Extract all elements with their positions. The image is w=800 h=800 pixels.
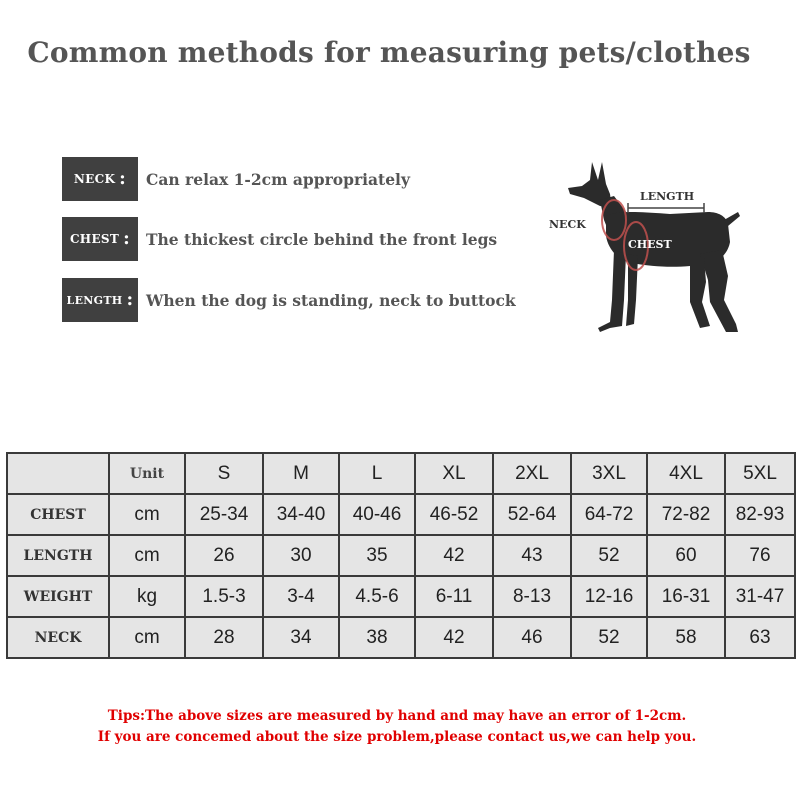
value-cell: 3-4 xyxy=(263,576,339,617)
size-header: M xyxy=(263,453,339,494)
page-title: Common methods for measuring pets/clothes xyxy=(27,36,751,69)
legend-colon: : xyxy=(126,289,134,310)
legend-description: When the dog is standing, neck to buttock xyxy=(146,290,516,310)
row-label: LENGTH xyxy=(7,535,109,576)
value-cell: 64-72 xyxy=(571,494,647,535)
dog-measurement-diagram xyxy=(540,150,770,340)
size-chart-table xyxy=(6,452,796,659)
legend-tag-chest xyxy=(62,217,138,261)
value-cell: 42 xyxy=(415,535,493,576)
table-row xyxy=(7,576,795,617)
value-cell: 76 xyxy=(725,535,795,576)
tips-note xyxy=(0,706,794,748)
chest-label: CHEST xyxy=(628,238,672,251)
value-cell: 46 xyxy=(493,617,571,658)
legend-description: The thickest circle behind the front legs xyxy=(146,229,498,249)
legend-tag-neck xyxy=(62,157,138,201)
size-header: XL xyxy=(415,453,493,494)
value-cell: 42 xyxy=(415,617,493,658)
table-corner-cell xyxy=(7,453,109,494)
unit-cell: kg xyxy=(109,576,185,617)
length-label: LENGTH xyxy=(640,190,695,203)
value-cell: 52-64 xyxy=(493,494,571,535)
value-cell: 28 xyxy=(185,617,263,658)
size-header: L xyxy=(339,453,415,494)
table-header-row xyxy=(7,453,795,494)
value-cell: 63 xyxy=(725,617,795,658)
value-cell: 30 xyxy=(263,535,339,576)
size-header: 2XL xyxy=(493,453,571,494)
value-cell: 6-11 xyxy=(415,576,493,617)
row-label: NECK xyxy=(7,617,109,658)
value-cell: 38 xyxy=(339,617,415,658)
legend-tag-label: LENGTH xyxy=(66,293,123,307)
value-cell: 72-82 xyxy=(647,494,725,535)
value-cell: 35 xyxy=(339,535,415,576)
tips-line: Tips:The above sizes are measured by hand and may have an error of 1-2cm. xyxy=(107,708,687,724)
legend-tag-label: NECK xyxy=(73,172,116,186)
table-row xyxy=(7,617,795,658)
value-cell: 1.5-3 xyxy=(185,576,263,617)
size-header: 3XL xyxy=(571,453,647,494)
legend-colon: : xyxy=(123,228,131,249)
table-row xyxy=(7,535,795,576)
legend-colon: : xyxy=(119,168,127,189)
size-header: S xyxy=(185,453,263,494)
value-cell: 58 xyxy=(647,617,725,658)
value-cell: 16-31 xyxy=(647,576,725,617)
unit-cell: cm xyxy=(109,535,185,576)
legend-description: Can relax 1-2cm appropriately xyxy=(146,169,410,189)
row-label: CHEST xyxy=(7,494,109,535)
tips-line: If you are concemed about the size problem,please contact us,we can help you. xyxy=(97,729,697,745)
unit-header: Unit xyxy=(109,453,185,494)
value-cell: 31-47 xyxy=(725,576,795,617)
table-row xyxy=(7,494,795,535)
size-header: 5XL xyxy=(725,453,795,494)
value-cell: 82-93 xyxy=(725,494,795,535)
row-label: WEIGHT xyxy=(7,576,109,617)
size-header: 4XL xyxy=(647,453,725,494)
legend-length xyxy=(62,278,516,322)
unit-cell: cm xyxy=(109,494,185,535)
legend-tag-label: CHEST xyxy=(69,232,120,246)
value-cell: 4.5-6 xyxy=(339,576,415,617)
value-cell: 12-16 xyxy=(571,576,647,617)
neck-label: NECK xyxy=(549,218,586,231)
legend-neck xyxy=(62,157,410,201)
value-cell: 34 xyxy=(263,617,339,658)
value-cell: 26 xyxy=(185,535,263,576)
unit-cell: cm xyxy=(109,617,185,658)
value-cell: 60 xyxy=(647,535,725,576)
value-cell: 52 xyxy=(571,617,647,658)
value-cell: 43 xyxy=(493,535,571,576)
value-cell: 52 xyxy=(571,535,647,576)
value-cell: 25-34 xyxy=(185,494,263,535)
value-cell: 40-46 xyxy=(339,494,415,535)
value-cell: 8-13 xyxy=(493,576,571,617)
legend-chest xyxy=(62,217,497,261)
legend-tag-length xyxy=(62,278,138,322)
value-cell: 34-40 xyxy=(263,494,339,535)
value-cell: 46-52 xyxy=(415,494,493,535)
